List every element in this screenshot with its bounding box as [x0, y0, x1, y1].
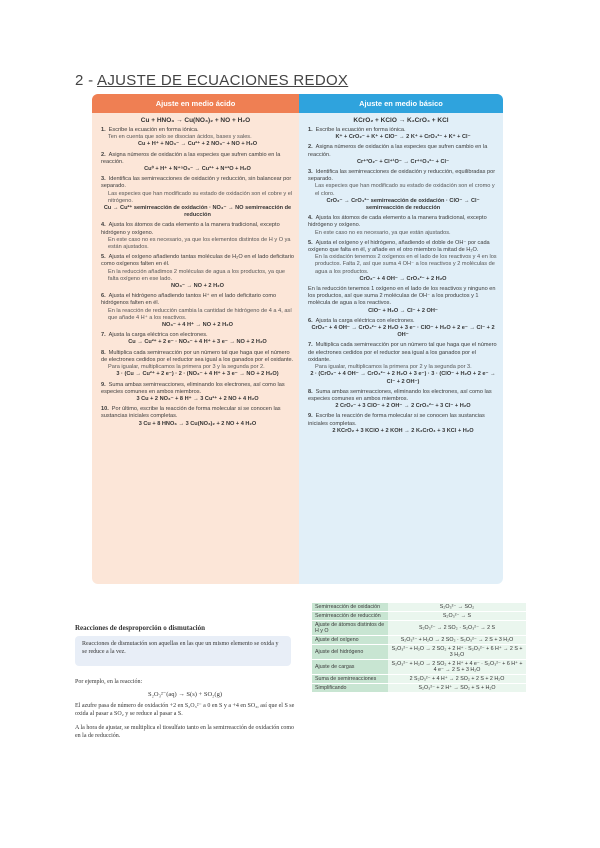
step-item — [92, 382, 299, 404]
step-item — [299, 318, 503, 340]
step-number: 6. — [308, 317, 313, 324]
table-row — [312, 675, 526, 684]
dispro-example-intro: Por ejemplo, en la reacción: — [75, 679, 143, 685]
table-step-label: Ajuste del hidrógeno — [312, 645, 388, 660]
step-formula: CrO₂⁻ + 4 OH⁻ → CrO₄²⁻ + 2 H₂O — [359, 275, 447, 282]
step-item — [92, 254, 299, 290]
step-number: 3. — [308, 169, 313, 176]
step-note: Las especies que han modificado su estado de oxidación son el cobre y el nitrógeno. — [108, 190, 293, 204]
step-item — [299, 144, 503, 166]
step-text: Suma ambas semirreacciones, eliminando los electrones, así como las especies comunes en ambos miembros. — [308, 388, 492, 402]
table-step-equation: S₂O₃²⁻ + H₂O → 2 SO₂ + 2 H⁺ + 4 e⁻ · S₂O₃²⁻ + 6 H⁺ + 4 e⁻ → 2 S + 3 H₂O — [388, 660, 526, 675]
table-step-equation: S₂O₃²⁻ + H₂O → 2 SO₂ · S₂O₃²⁻ → 2 S + 3 H₂O — [388, 636, 526, 645]
step-number: 5. — [308, 239, 313, 246]
dispro-definition: Reacciones de dismutación son aquellas en las que un mismo elemento se oxida y se reduce a la vez. — [75, 636, 291, 666]
dispro-para2: A la hora de ajustar, se multiplica el tiosulfato tanto en la semirreacción de oxidación como en la de reducción. — [75, 725, 295, 739]
step-item — [299, 413, 503, 435]
table-row — [312, 621, 526, 636]
redox-comparison-box — [92, 94, 503, 584]
step-note: Para igualar, multiplicamos la primera por 3 y la segunda por 2. — [108, 364, 265, 371]
step-text: Multiplica cada semirreacción por un número tal que haga que el número de electrones cedidos por el reductor sea igual a los ganados por el oxidante. — [101, 349, 294, 363]
step-number: 6. — [101, 293, 106, 300]
table-step-equation: S₂O₃²⁻ → S — [388, 612, 526, 621]
table-step-label: Semirreacción de oxidación — [312, 603, 388, 612]
step-formula: 2 CrO₂⁻ + 3 ClO⁻ + 2 OH⁻ → 2 CrO₄²⁻ + 3 Cl⁻ + H₂O — [335, 403, 471, 410]
step-text: Ajusta el hidrógeno añadiendo tantos H⁺ en el lado deficitario como hidrógenos falten en él. — [101, 293, 277, 307]
title-text: AJUSTE DE ECUACIONES REDOX — [97, 72, 349, 89]
dispro-steps-table — [312, 603, 526, 693]
table-row — [312, 603, 526, 612]
step-number: 7. — [101, 332, 106, 339]
step-item — [92, 176, 299, 219]
table-step-equation: S₂O₃²⁻ → SO₂ — [388, 603, 526, 612]
step-text: Ajusta los átomos de cada elemento a la manera tradicional, excepto hidrógeno y oxígeno. — [101, 222, 280, 236]
step-number: 9. — [101, 381, 106, 388]
table-step-equation: S₂O₃²⁻ + H₂O → 2 SO₂ + 2 H⁺ · S₂O₃²⁻ + 6 H⁺ → 2 S + 3 H₂O — [388, 645, 526, 660]
step-item — [92, 222, 299, 251]
table-step-label: Ajuste de átomos distintos de H y O — [312, 621, 388, 636]
step-note: En este caso no es necesario, ya que los elementos distintos de H y O ya están ajustados. — [108, 236, 291, 251]
step-number: 8. — [308, 388, 313, 395]
step-number: 3. — [101, 176, 106, 183]
step-number: 8. — [101, 349, 106, 356]
step-item — [299, 342, 503, 385]
table-step-equation: S₂O₃²⁻ → 2 SO₂ · S₂O₃²⁻ → 2 S — [388, 621, 526, 636]
step-text: Escribe la ecuación en forma iónica. — [108, 127, 199, 133]
step-formula: Cr⁺³O₂⁻ + Cl⁺¹O⁻ → Cr⁺⁶O₄²⁻ + Cl⁻ — [356, 158, 450, 165]
step-text: Escribe la reacción de forma molecular si se conocen las sustancias iniciales completas. — [308, 413, 485, 427]
step-number: 10. — [101, 406, 109, 413]
step-item — [299, 169, 503, 212]
step-text: Escribe la ecuación en forma iónica. — [315, 127, 406, 133]
acid-column — [92, 94, 299, 584]
step-text: Identifica las semirreacciones de oxidación y reducción, sin balancear por separado. — [101, 176, 292, 190]
title-number: 2 - — [75, 72, 98, 89]
step-item — [299, 240, 503, 283]
step-text: Ajusta el oxígeno añadiendo tantas moléculas de H₂O en el lado deficitario como oxígenos falten en él. — [101, 254, 295, 268]
step-item — [299, 286, 503, 315]
step-note: Para igualar, multiplicamos la primera por 2 y la segunda por 3. — [315, 364, 472, 371]
step-formula: Cu → Cu²⁺ + 2 e⁻ · NO₃⁻ + 4 H⁺ + 3 e⁻ → NO + 2 H₂O — [128, 339, 267, 346]
table-step-label: Semirreacción de reducción — [312, 612, 388, 621]
step-text: En la reducción tenemos 1 oxígeno en el lado de los reactivos y ninguno en los productos, así que suma 2 moléculas de OH⁻ a los productos y 1 molécula de agua a los reactivos. — [308, 286, 496, 307]
step-text: Por último, escribe la reacción de forma molecular si se conocen las sustancias iniciales completas. — [101, 406, 281, 420]
step-text: Identifica las semirreacciones de oxidación y reducción, equilibradas por separado. — [308, 169, 496, 183]
basic-equation: KCrO₂ + KClO → K₂CrO₄ + KCl — [353, 117, 449, 124]
step-item — [92, 350, 299, 379]
table-step-label: Suma de semirreacciones — [312, 675, 388, 684]
step-formula: Cu + H⁺ + NO₃⁻ → Cu²⁺ + 2 NO₃⁻ + NO + H₂O — [137, 141, 258, 148]
step-formula: Cu⁰ + H⁺ + N⁺⁵O₃⁻ → Cu²⁺ + N⁺²O + H₂O — [144, 166, 251, 173]
table-row — [312, 684, 526, 693]
page-title — [75, 72, 348, 89]
step-item — [92, 332, 299, 346]
step-text: Ajusta la carga eléctrica con electrones. — [108, 332, 208, 339]
step-number: 4. — [101, 222, 106, 229]
step-item — [92, 293, 299, 329]
step-number: 5. — [101, 254, 106, 261]
step-note: Ten en cuenta que solo se disocian ácidos, bases y sales. — [108, 134, 252, 141]
step-note: En la reducción añadimos 2 moléculas de agua a los productos, ya que falta oxígeno en ese lado. — [108, 268, 285, 282]
step-item — [299, 215, 503, 237]
step-text: Multiplica cada semirreacción por un número tal que haga que el número de electrones cedidos por el reductor sea igual a los ganados por el oxidante. — [308, 342, 497, 363]
step-formula: CrO₂⁻ + 4 OH⁻ → CrO₄²⁻ + 2 H₂O + 3 e⁻ · ClO⁻ + H₂O + 2 e⁻ → Cl⁻ + 2 OH⁻ — [311, 325, 495, 339]
table-step-label: Simplificando — [312, 684, 388, 693]
step-formula: K⁺ + CrO₂⁻ + K⁺ + ClO⁻ → 2 K⁺ + CrO₄²⁻ + K⁺ + Cl⁻ — [335, 134, 471, 141]
step-number: 2. — [308, 144, 313, 151]
table-step-equation: 2 S₂O₃²⁻ + 4 H⁺ → 2 SO₂ + 2 S + 2 H₂O — [388, 675, 526, 684]
step-note: En la oxidación tenemos 2 oxígenos en el lado de los reactivos y 4 en los productos. Falta 2, así que suma 4 OH⁻ a los reactivos y 2 moléculas de agua a los productos. — [315, 254, 497, 275]
basic-header: Ajuste en medio básico — [299, 94, 503, 113]
basic-column — [299, 94, 503, 584]
step-formula: Cu → Cu²⁺ semirreacción de oxidación · NO₃⁻ → NO semirreacción de reducción — [103, 205, 292, 219]
step-item — [92, 127, 299, 149]
step-formula: NO₃⁻ + 4 H⁺ → NO + 2 H₂O — [162, 322, 233, 329]
table-step-label: Ajuste del oxígeno — [312, 636, 388, 645]
step-note: Las especies que han modificado su estado de oxidación son el cromo y el cloro. — [315, 183, 495, 197]
step-number: 7. — [308, 342, 313, 349]
table-step-label: Ajuste de cargas — [312, 660, 388, 675]
step-formula: NO₃⁻ → NO + 2 H₂O — [171, 283, 224, 290]
step-text: Ajusta el oxígeno y el hidrógeno, añadiendo el doble de OH⁻ por cada oxígeno que falta en él, y añade en el otro miembro la mitad de H₂O. — [308, 239, 490, 254]
step-text: Suma ambas semirreacciones, eliminando los electrones, así como las especies comunes en ambos miembros. — [101, 381, 285, 395]
dispro-title: Reacciones de desproporción o dismutación — [75, 624, 206, 632]
step-note: En la reacción de reducción cambia la cantidad de hidrógeno de 4 a 4, así que añade 4 H⁺ a los reactivos. — [108, 307, 292, 321]
step-number: 2. — [101, 151, 106, 158]
step-note: En este caso no es necesario, ya que están ajustados. — [315, 229, 451, 236]
step-formula: 3 Cu + 8 HNO₃ → 3 Cu(NO₃)₂ + 2 NO + 4 H₂O — [138, 420, 257, 427]
step-formula: CrO₂⁻ → CrO₄²⁻ semirreacción de oxidación · ClO⁻ → Cl⁻ semirreacción de reducción — [326, 197, 480, 212]
dispro-reaction: S₂O₃²⁻(aq) → S(s) + SO₂(g) — [148, 691, 222, 698]
step-formula: 2 · (CrO₂⁻ + 4 OH⁻ → CrO₄²⁻ + 2 H₂O + 3 e⁻) · 3 · (ClO⁻ + H₂O + 2 e⁻ → Cl⁻ + 2 OH⁻) — [310, 371, 496, 385]
step-item — [92, 406, 299, 428]
step-formula: 3 · (Cu → Cu²⁺ + 2 e⁻) · 2 · (NO₃⁻ + 4 H⁺ + 3 e⁻ → NO + 2 H₂O) — [116, 371, 279, 378]
basic-steps — [299, 127, 503, 435]
dispro-para1: El azufre pasa de número de oxidación +2 en S₂O₃²⁻ a 0 en S y a +4 en SO₂, así que el S se oxida al pasar a SO₂ y se reduce al pasar a S. — [75, 703, 295, 717]
step-number: 9. — [308, 413, 313, 420]
step-formula: 2 KCrO₂ + 3 KClO + 2 KOH → 2 K₂CrO₄ + 3 KCl + H₂O — [332, 427, 474, 434]
step-item — [299, 127, 503, 141]
step-text: Asigna números de oxidación a las especies que sufren cambio en la reacción. — [101, 151, 281, 165]
step-item — [299, 389, 503, 411]
table-row — [312, 612, 526, 621]
table-row — [312, 645, 526, 660]
acid-header: Ajuste en medio ácido — [92, 94, 299, 113]
step-text: Ajusta la carga eléctrica con electrones. — [315, 317, 415, 324]
table-step-equation: S₂O₃²⁻ + 2 H⁺ → SO₂ + S + H₂O — [388, 684, 526, 693]
table-row — [312, 660, 526, 675]
step-number: 1. — [308, 127, 313, 133]
step-number: 4. — [308, 215, 313, 222]
acid-steps — [92, 127, 299, 428]
step-formula: 3 Cu + 2 NO₃⁻ + 8 H⁺ → 3 Cu²⁺ + 2 NO + 4 H₂O — [136, 395, 259, 402]
step-number: 1. — [101, 127, 106, 133]
step-formula: ClO⁻ + H₂O → Cl⁻ + 2 OH⁻ — [368, 307, 438, 314]
step-text: Asigna números de oxidación a las especies que sufren cambio en la reacción. — [308, 144, 488, 158]
step-text: Ajusta los átomos de cada elemento a la manera tradicional, excepto hidrógeno y oxígeno. — [308, 215, 487, 229]
table-row — [312, 636, 526, 645]
step-item — [92, 152, 299, 174]
acid-equation: Cu + HNO₃ → Cu(NO₃)₂ + NO + H₂O — [140, 117, 251, 124]
